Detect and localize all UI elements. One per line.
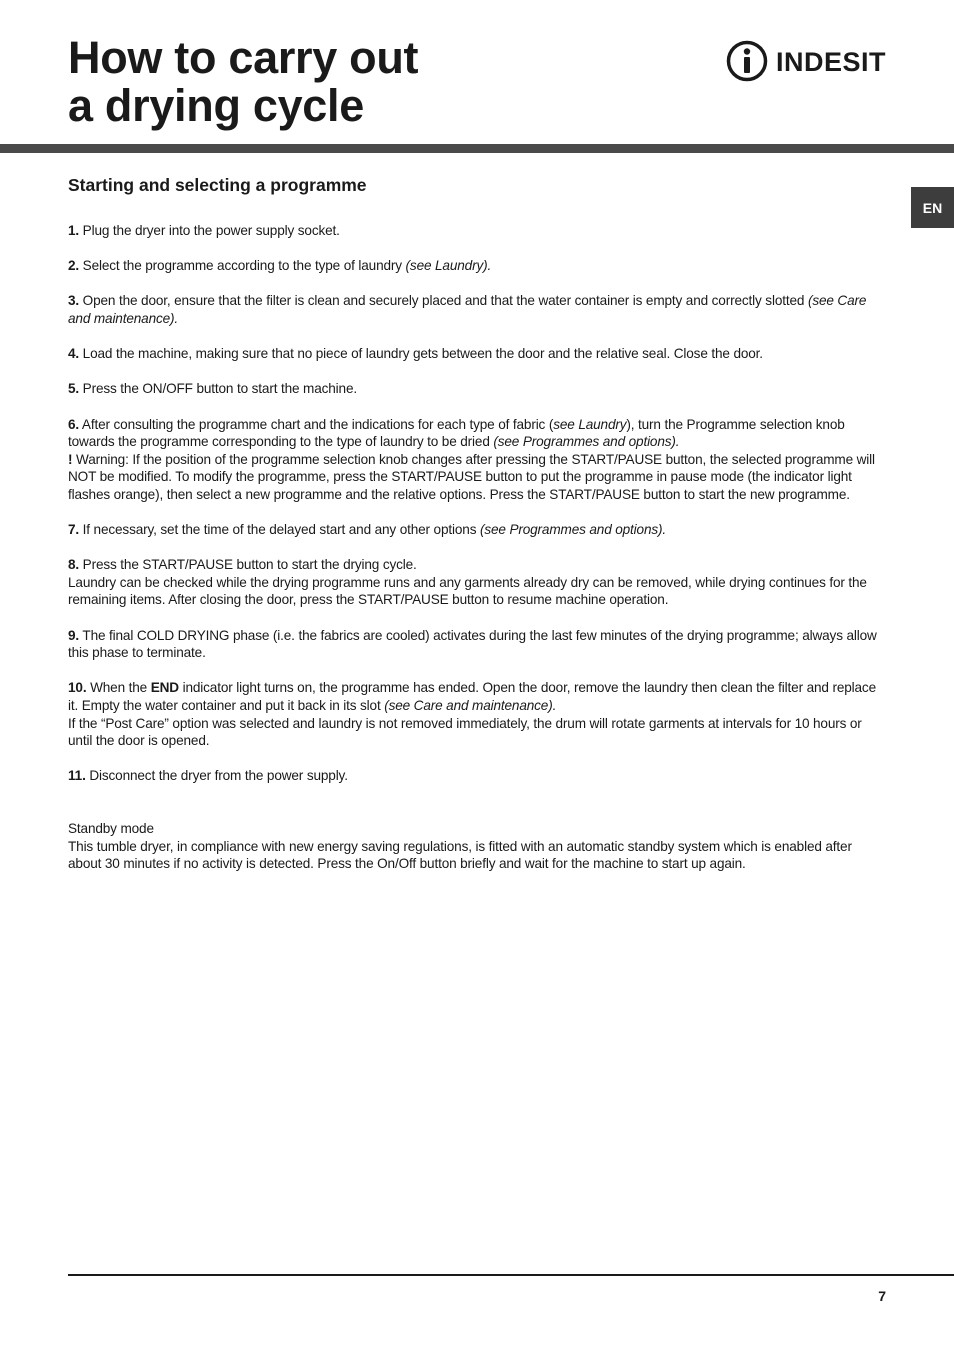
step-text: When the	[86, 680, 151, 696]
step-10	[68, 679, 886, 749]
end-indicator-label: END	[150, 680, 179, 696]
page-number: 7	[878, 1288, 886, 1304]
brand-wordmark: INDESIT	[776, 47, 887, 77]
step-number: 10.	[68, 680, 87, 696]
step-text: Disconnect the dryer from the power supply.	[85, 768, 348, 784]
brand-mark-icon	[726, 40, 768, 82]
step-number: 7.	[68, 522, 80, 538]
step-reference: (see Care and maintenance).	[384, 698, 557, 714]
step-text: Press the START/PAUSE button to start the drying cycle.	[79, 557, 417, 573]
standby-heading: Standby mode	[68, 821, 154, 837]
language-tab-label: EN	[922, 199, 943, 216]
step-text: Load the machine, making sure that no piece of laundry gets between the door and the relative seal. Close the door.	[79, 346, 763, 362]
step-text: Plug the dryer into the power supply socket.	[79, 223, 340, 238]
step-1	[68, 222, 886, 240]
step-reference: see Laundry	[553, 416, 627, 432]
step-number: 3.	[68, 293, 80, 309]
step-reference: (see Laundry).	[405, 258, 492, 274]
page-title-line-1: How to carry out	[68, 32, 419, 83]
step-reference: (see Care and maintenance).	[68, 293, 867, 326]
step-7	[68, 521, 886, 539]
language-tab	[911, 187, 954, 228]
step-note: If the “Post Care” option was selected and laundry is not removed immediately, the drum will rotate garments at intervals for 10 hours or until the door is opened.	[68, 715, 862, 749]
step-text: Open the door, ensure that the filter is clean and securely placed and that the water container is empty and correctly slotted	[79, 293, 808, 309]
step-text: Press the ON/OFF button to start the machine.	[79, 381, 357, 397]
step-text: indicator light turns on, the programme has ended. Open the door, remove the laundry then clean the filter and replace it. Empty the water container and put it back in its slot	[68, 680, 876, 714]
step-text: After consulting the programme chart and the indications for each type of fabric (	[79, 416, 554, 432]
section-heading: Starting and selecting a programme	[68, 175, 367, 195]
warning-text: Warning: If the position of the programme selection knob changes after pressing the START/PAUSE button, the selected programme will NOT be modified. To modify the programme, press the START/PAUSE button to put the programme in pause mode (the indicator light flashes orange), then select a new programme and the relative options. Press the START/PAUSE button to start the new programme.	[68, 451, 875, 502]
step-number: 9.	[68, 627, 80, 643]
step-text: ), turn the Programme selection knob towards the programme corresponding to the type of laundry to be dried	[68, 416, 845, 450]
warning-icon: !	[68, 451, 73, 467]
step-4	[68, 345, 886, 363]
step-number: 1.	[68, 223, 80, 238]
step-8	[68, 556, 886, 609]
step-reference: (see Programmes and options).	[479, 522, 667, 538]
step-9	[68, 627, 886, 662]
step-number: 6.	[68, 416, 80, 432]
step-2	[68, 257, 886, 275]
step-number: 5.	[68, 381, 80, 397]
standby-text: This tumble dryer, in compliance with new energy saving regulations, is fitted with an automatic standby system which is enabled after about 30 minutes if no activity is detected. Press the On/Off button briefly and wait for the machine to start up again.	[68, 838, 852, 872]
step-note: Laundry can be checked while the drying programme runs and any garments already dry can be removed, while drying continues for the remaining items. After closing the door, press the START/PAUSE button to resume machine operation.	[68, 574, 867, 608]
step-number: 8.	[68, 557, 80, 573]
step-number: 2.	[68, 258, 80, 274]
step-3	[68, 292, 886, 327]
footer-divider	[68, 1274, 954, 1276]
step-reference: (see Programmes and options).	[493, 434, 680, 450]
page-title-line-2: a drying cycle	[68, 80, 364, 131]
step-number: 11.	[68, 768, 86, 784]
step-text: Select the programme according to the type of laundry	[79, 258, 406, 274]
step-5	[68, 380, 886, 398]
page-title	[68, 34, 418, 130]
step-text: The final COLD DRYING phase (i.e. the fabrics are cooled) activates during the last few minutes of the drying programme; always allow this phase to terminate.	[68, 627, 877, 661]
step-number: 4.	[68, 346, 80, 362]
step-11	[68, 767, 886, 785]
step-6	[68, 416, 886, 504]
instructions-body	[68, 222, 886, 873]
indesit-logo	[726, 40, 888, 82]
header-divider	[0, 144, 954, 153]
step-text: If necessary, set the time of the delayed start and any other options	[79, 522, 480, 538]
